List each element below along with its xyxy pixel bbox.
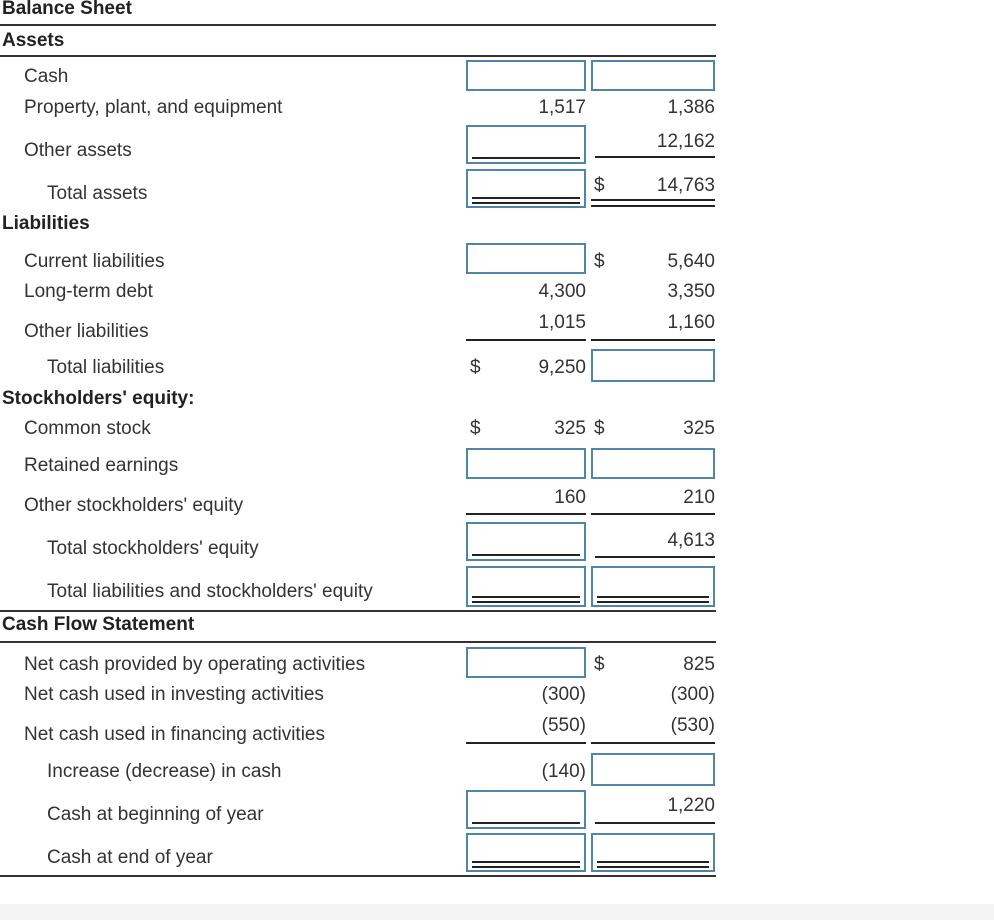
- common-stock-col2-value: 325: [683, 418, 715, 439]
- other-liabilities-col2-underline: [591, 339, 715, 341]
- total-equity-col2-underline: [595, 556, 715, 558]
- financing-col2-value: (530): [670, 715, 715, 736]
- common-stock-col1-value: 325: [554, 418, 586, 439]
- double-underline: [472, 197, 580, 204]
- cash-label: Cash: [24, 66, 69, 87]
- current-liabilities-col1-input[interactable]: [466, 243, 586, 274]
- balance-sheet-title: Balance Sheet: [2, 0, 132, 19]
- underline: [472, 554, 580, 556]
- total-liabilities-col1-value: 9,250: [538, 357, 586, 378]
- total-equity-col1-input[interactable]: [466, 522, 586, 561]
- long-term-debt-col2-value: 3,350: [667, 281, 715, 302]
- assets-rule: [0, 55, 716, 57]
- total-equity-col2-value: 4,613: [667, 530, 715, 551]
- double-underline: [597, 861, 709, 868]
- beginning-label: Cash at beginning of year: [47, 804, 264, 825]
- other-equity-col2-underline: [591, 513, 715, 515]
- financing-col2-underline: [591, 742, 715, 744]
- total-assets-col2-currency: $: [594, 175, 605, 196]
- total-assets-col2-value: 14,763: [656, 175, 715, 196]
- other-equity-col1-underline: [466, 513, 586, 515]
- current-liabilities-col2-currency: $: [594, 251, 605, 272]
- cash-col1-input[interactable]: [466, 60, 586, 91]
- common-stock-col1-currency: $: [470, 418, 481, 439]
- cash-flow-bottom-rule: [0, 875, 716, 877]
- total-liabilities-label: Total liabilities: [47, 357, 165, 378]
- end-label: Cash at end of year: [47, 847, 213, 868]
- investing-col1-value: (300): [541, 684, 586, 705]
- ppe-label: Property, plant, and equipment: [24, 97, 283, 118]
- other-liabilities-label: Other liabilities: [24, 321, 149, 342]
- long-term-debt-col1-value: 4,300: [538, 281, 586, 302]
- increase-col2-input[interactable]: [591, 753, 715, 786]
- retained-earnings-label: Retained earnings: [24, 455, 179, 476]
- increase-col1-value: (140): [541, 761, 586, 782]
- underline: [472, 822, 580, 824]
- cash-flow-title: Cash Flow Statement: [2, 614, 195, 635]
- total-equity-label: Total stockholders' equity: [47, 538, 259, 559]
- operating-label: Net cash provided by operating activities: [24, 654, 366, 675]
- operating-col1-input[interactable]: [466, 647, 586, 678]
- total-liab-equity-col2-input[interactable]: [591, 566, 715, 607]
- common-stock-label: Common stock: [24, 418, 151, 439]
- underline: [472, 157, 580, 159]
- assets-heading: Assets: [2, 30, 65, 51]
- total-assets-label: Total assets: [47, 183, 148, 204]
- other-assets-col1-input[interactable]: [466, 125, 586, 164]
- investing-label: Net cash used in investing activities: [24, 684, 324, 705]
- equity-heading: Stockholders' equity:: [2, 388, 195, 409]
- total-assets-col1-input[interactable]: [466, 169, 586, 208]
- current-liabilities-label: Current liabilities: [24, 251, 165, 272]
- end-col1-input[interactable]: [466, 833, 586, 872]
- investing-col2-value: (300): [670, 684, 715, 705]
- other-liabilities-col1-value: 1,015: [538, 312, 586, 333]
- other-assets-col2-value: 12,162: [656, 131, 715, 152]
- operating-col2-currency: $: [594, 654, 605, 675]
- increase-label: Increase (decrease) in cash: [47, 761, 282, 782]
- beginning-col2-underline: [595, 822, 715, 824]
- other-equity-label: Other stockholders' equity: [24, 495, 244, 516]
- total-assets-col2-double-underline: [591, 199, 715, 207]
- total-liab-equity-col1-input[interactable]: [466, 566, 586, 607]
- beginning-col2-value: 1,220: [667, 795, 715, 816]
- ppe-col2-value: 1,386: [667, 97, 715, 118]
- common-stock-col2-currency: $: [594, 418, 605, 439]
- retained-earnings-col2-input[interactable]: [591, 448, 715, 479]
- beginning-col1-input[interactable]: [466, 790, 586, 829]
- end-col2-input[interactable]: [591, 833, 715, 872]
- double-underline: [472, 861, 580, 868]
- other-liabilities-col2-value: 1,160: [667, 312, 715, 333]
- total-liab-equity-label: Total liabilities and stockholders' equity: [47, 581, 373, 602]
- total-liabilities-col1-currency: $: [470, 357, 481, 378]
- double-underline: [472, 596, 580, 603]
- ppe-col1-value: 1,517: [538, 97, 586, 118]
- current-liabilities-col2-value: 5,640: [667, 251, 715, 272]
- other-assets-col2-underline: [595, 156, 715, 158]
- other-equity-col2-value: 210: [683, 487, 715, 508]
- balance-sheet-bottom-rule: [0, 610, 716, 612]
- page-footer-band: [0, 904, 994, 920]
- financing-label: Net cash used in financing activities: [24, 724, 325, 745]
- operating-col2-value: 825: [683, 654, 715, 675]
- title-rule: [0, 24, 716, 26]
- retained-earnings-col1-input[interactable]: [466, 448, 586, 479]
- liabilities-heading: Liabilities: [2, 213, 90, 234]
- other-equity-col1-value: 160: [554, 487, 586, 508]
- cash-flow-title-rule: [0, 641, 716, 643]
- financing-col1-value: (550): [541, 715, 586, 736]
- cash-col2-input[interactable]: [591, 60, 715, 91]
- financing-col1-underline: [466, 742, 586, 744]
- long-term-debt-label: Long-term debt: [24, 281, 153, 302]
- total-liabilities-col2-input[interactable]: [591, 349, 715, 382]
- other-liabilities-col1-underline: [466, 339, 586, 341]
- other-assets-label: Other assets: [24, 140, 132, 161]
- double-underline: [597, 596, 709, 603]
